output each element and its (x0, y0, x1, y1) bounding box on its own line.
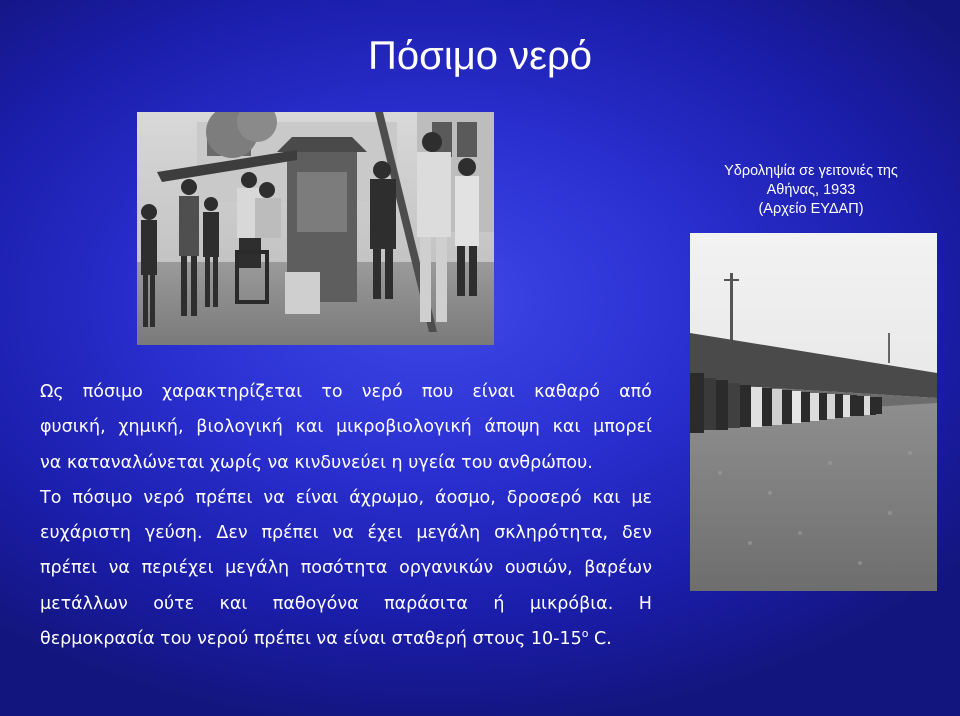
word: ποσότητα (300, 558, 388, 579)
word: ή (493, 593, 505, 614)
word: βαρέων (584, 558, 652, 579)
word: δροσερό (506, 487, 582, 508)
word: δεν (621, 523, 652, 544)
body-line (40, 446, 652, 481)
word: να (108, 558, 130, 579)
body-line (40, 622, 652, 657)
body-line (40, 587, 652, 622)
word: ούτε (153, 593, 195, 614)
word: άοσμο, (435, 487, 496, 508)
word: ευχάριστη (40, 523, 131, 544)
word: χαρακτηρίζεται (161, 382, 303, 402)
body-line (40, 410, 652, 445)
body-line (40, 375, 652, 410)
line-text-end: C. (588, 629, 612, 650)
word: είναι (295, 487, 339, 508)
body-line (40, 481, 652, 516)
word: Το (40, 487, 62, 508)
photo-caption (700, 162, 922, 219)
word: πόσιμο (82, 382, 143, 402)
word: νερό (361, 382, 403, 402)
word: με (631, 487, 652, 508)
word: γεύση. (144, 523, 203, 544)
word: ουσιών, (504, 558, 573, 579)
caption-line: Υδροληψία σε γειτονιές της (724, 163, 898, 179)
word: και (295, 417, 324, 438)
word: νερό (143, 487, 185, 508)
word: και (592, 487, 621, 508)
word: βιολογική (196, 417, 283, 438)
word: οργανικών (399, 558, 494, 579)
word: φυσική, (40, 417, 106, 438)
line-text: θερμοκρασία του νερού πρέπει να είναι σταθερή στους 10-15 (40, 629, 582, 650)
word: πρέπει (261, 523, 319, 544)
word: καθαρό (534, 382, 600, 402)
word: και (552, 417, 581, 438)
word: Ως (40, 382, 64, 402)
word: από (619, 382, 652, 402)
word: χημική, (118, 417, 184, 438)
word: έχει (367, 523, 403, 544)
word: πρέπει (40, 558, 98, 579)
word: μετάλλων (40, 593, 128, 614)
photo-water-queue (690, 233, 937, 591)
photo-water-intake-street (137, 112, 494, 345)
word: μεγάλη (225, 558, 290, 579)
word: πρέπει (195, 487, 253, 508)
degree-superscript: ο (581, 627, 589, 641)
word: άχρωμο, (349, 487, 425, 508)
word: είναι (472, 382, 515, 402)
word: μικρόβια. (529, 593, 614, 614)
body-text (40, 375, 652, 657)
word: μπορεί (593, 417, 652, 438)
word: άποψη (484, 417, 540, 438)
word: να (263, 487, 285, 508)
word: και (219, 593, 248, 614)
line-text: να καταναλώνεται χωρίς να κινδυνεύει η υγεία του ανθρώπου. (40, 452, 593, 473)
word: να (332, 523, 354, 544)
body-line (40, 516, 652, 551)
word: μεγάλη (416, 523, 481, 544)
word: Η (638, 593, 652, 614)
word: το (321, 382, 343, 402)
word: πόσιμο (72, 487, 133, 508)
body-line (40, 551, 652, 586)
word: περιέχει (141, 558, 214, 579)
word: παθογόνα (272, 593, 359, 614)
caption-line: (Αρχείο ΕΥΔΑΠ) (758, 201, 864, 217)
caption-line: Αθήνας, 1933 (766, 182, 856, 198)
word: μικροβιολογική (336, 417, 472, 438)
word: που (421, 382, 454, 402)
slide-title: Πόσιμο νερό (368, 34, 592, 78)
word: παράσιτα (384, 593, 468, 614)
word: σκληρότητα, (494, 523, 609, 544)
word: Δεν (216, 523, 248, 544)
